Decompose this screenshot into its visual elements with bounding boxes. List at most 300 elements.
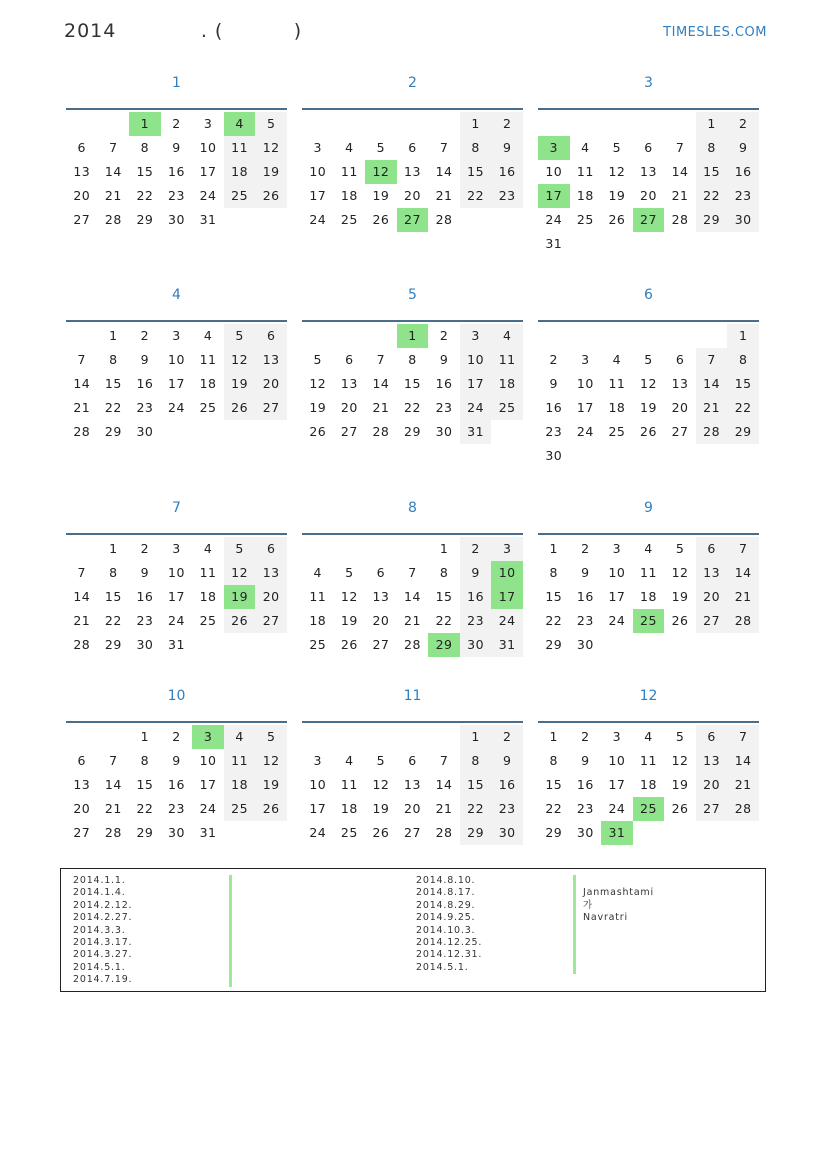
month-name: 6 — [644, 287, 653, 303]
site-logo-text[interactable]: TIMESLES.COM — [663, 25, 767, 40]
day-cell: 15 — [136, 777, 154, 792]
day-cell: 17 — [608, 589, 626, 604]
day-cell: 19 — [340, 613, 358, 628]
day-cell: 29 — [136, 212, 154, 227]
day-cell: 26 — [372, 212, 390, 227]
day-cell: 1 — [549, 729, 558, 744]
day-cell: 15 — [460, 773, 492, 797]
day-cell: 29 — [545, 637, 563, 652]
day-cell: 9 — [460, 561, 492, 585]
day-cell: 14 — [104, 777, 122, 792]
day-cell: 24 — [199, 801, 217, 816]
day-cell: 13 — [372, 589, 390, 604]
day-cell: 21 — [73, 613, 91, 628]
note-line: 2014.12.31. — [416, 949, 483, 961]
day-cell: 28 — [727, 609, 759, 633]
day-cell: 14 — [435, 164, 453, 179]
day-cell: 14 — [104, 164, 122, 179]
day-cell: 12 — [340, 589, 358, 604]
day-cell: 23 — [435, 400, 453, 415]
holiday-day-cell: 17 — [538, 184, 570, 208]
day-cell: 24 — [608, 613, 626, 628]
day-cell: 12 — [671, 565, 689, 580]
day-cell: 17 — [576, 400, 594, 415]
day-cell: 20 — [640, 188, 657, 203]
day-cell: 26 — [255, 797, 287, 821]
holiday-day-cell: 27 — [633, 208, 665, 232]
day-cell: 2 — [140, 541, 150, 556]
day-cell: 14 — [73, 376, 91, 391]
day-cell: 22 — [136, 801, 154, 816]
day-cell: 5 — [345, 565, 354, 580]
day-cell: 6 — [77, 753, 86, 768]
day-cell: 16 — [576, 589, 594, 604]
day-cell: 16 — [491, 773, 523, 797]
day-cell: 30 — [460, 633, 492, 657]
day-cell: 29 — [727, 420, 759, 444]
day-cell: 22 — [404, 400, 421, 415]
note-line: 2014.8.17. — [416, 887, 476, 899]
day-cell: 26 — [640, 424, 657, 439]
day-cell: 22 — [460, 184, 492, 208]
day-cell: 7 — [727, 537, 759, 561]
day-cell: 8 — [109, 565, 118, 580]
day-cell: 20 — [372, 613, 390, 628]
day-cell: 17 — [168, 376, 185, 391]
day-cell: 7 — [77, 565, 86, 580]
note-line: 2014.12.25. — [416, 936, 483, 948]
day-cell: 11 — [224, 136, 256, 160]
day-cell: 20 — [404, 188, 421, 203]
note-line: Janmashtami — [583, 887, 654, 899]
day-cell: 25 — [608, 424, 626, 439]
note-line: 2014.5.1. — [416, 961, 469, 973]
day-cell: 20 — [404, 801, 421, 816]
day-cell: 8 — [696, 136, 728, 160]
left-divider-bar — [229, 875, 232, 987]
day-cell: 24 — [460, 396, 492, 420]
day-cell: 18 — [608, 400, 626, 415]
day-cell: 22 — [136, 188, 154, 203]
note-line: 2014.1.1. — [73, 875, 126, 886]
day-cell: 30 — [168, 825, 185, 840]
day-cell: 15 — [545, 589, 563, 604]
day-cell: 31 — [460, 420, 492, 444]
day-cell: 15 — [435, 589, 453, 604]
month-divider — [66, 533, 287, 535]
day-cell: 31 — [545, 236, 563, 251]
day-cell: 1 — [549, 541, 558, 556]
holiday-day-cell: 27 — [397, 208, 429, 232]
day-cell: 12 — [309, 376, 327, 391]
day-cell: 11 — [640, 565, 657, 580]
holiday-day-cell: 29 — [428, 633, 460, 657]
day-cell: 1 — [109, 541, 118, 556]
day-cell: 21 — [671, 188, 689, 203]
day-cell: 16 — [576, 777, 594, 792]
day-cell: 19 — [372, 188, 390, 203]
day-cell: 1 — [696, 112, 728, 136]
day-cell: 3 — [460, 324, 492, 348]
day-cell: 8 — [140, 753, 150, 768]
day-cell: 23 — [136, 400, 154, 415]
day-cell: 19 — [608, 188, 626, 203]
month-divider — [302, 320, 523, 322]
day-cell: 15 — [104, 376, 122, 391]
day-cell: 26 — [671, 613, 689, 628]
day-cell: 10 — [168, 352, 185, 367]
day-cell: 15 — [727, 372, 759, 396]
day-cell: 7 — [675, 140, 685, 155]
day-cell: 21 — [104, 188, 122, 203]
holiday-day-cell: 19 — [224, 585, 256, 609]
month-day-grid — [538, 725, 759, 869]
day-cell: 9 — [581, 565, 590, 580]
day-cell: 1 — [439, 541, 449, 556]
month-name: 3 — [644, 75, 653, 91]
day-cell: 29 — [460, 821, 492, 845]
day-cell: 20 — [255, 585, 287, 609]
day-cell: 13 — [640, 164, 657, 179]
day-cell: 11 — [224, 749, 256, 773]
day-cell: 5 — [224, 537, 256, 561]
day-cell: 4 — [581, 140, 590, 155]
month-day-grid — [66, 725, 287, 869]
day-cell: 27 — [372, 637, 390, 652]
day-cell: 2 — [439, 328, 449, 343]
day-cell: 3 — [612, 729, 622, 744]
day-cell: 27 — [73, 825, 91, 840]
day-cell: 30 — [168, 212, 185, 227]
note-line: Navratri — [583, 912, 628, 924]
day-cell: 4 — [644, 729, 653, 744]
note-line: 2014.3.17. — [73, 936, 133, 948]
day-cell: 10 — [309, 777, 327, 792]
day-cell: 8 — [549, 565, 558, 580]
day-cell: 9 — [172, 753, 181, 768]
month-day-grid — [302, 324, 523, 468]
day-cell: 22 — [435, 613, 453, 628]
day-cell: 24 — [168, 613, 185, 628]
day-cell: 13 — [255, 348, 287, 372]
month-name: 9 — [644, 500, 653, 516]
day-cell: 20 — [696, 773, 728, 797]
day-cell: 5 — [224, 324, 256, 348]
day-cell: 9 — [491, 749, 523, 773]
month-day-grid — [66, 112, 287, 256]
day-cell: 11 — [608, 376, 626, 391]
month-divider — [66, 721, 287, 723]
day-cell: 14 — [696, 372, 728, 396]
day-cell: 17 — [168, 589, 185, 604]
day-cell: 25 — [340, 825, 358, 840]
day-cell: 16 — [136, 589, 154, 604]
day-cell: 13 — [404, 164, 421, 179]
day-cell: 18 — [340, 801, 358, 816]
note-line: 2014.9.25. — [416, 912, 476, 924]
month-divider — [302, 533, 523, 535]
month-name: 11 — [403, 688, 422, 704]
day-cell: 27 — [73, 212, 91, 227]
day-cell: 21 — [104, 801, 122, 816]
day-cell: 28 — [73, 424, 91, 439]
day-cell: 7 — [376, 352, 386, 367]
month-divider — [302, 108, 523, 110]
day-cell: 6 — [644, 140, 653, 155]
day-cell: 5 — [255, 112, 287, 136]
day-cell: 23 — [545, 424, 563, 439]
day-cell: 19 — [671, 777, 689, 792]
day-cell: 24 — [576, 424, 594, 439]
day-cell: 21 — [727, 585, 759, 609]
month-name: 8 — [408, 500, 417, 516]
month-divider — [538, 108, 759, 110]
note-line: 2014.10.3. — [416, 924, 476, 936]
day-cell: 19 — [255, 160, 287, 184]
day-cell: 4 — [491, 324, 523, 348]
day-cell: 2 — [172, 729, 181, 744]
day-cell: 26 — [372, 825, 390, 840]
day-cell: 7 — [408, 565, 417, 580]
day-cell: 22 — [696, 184, 728, 208]
month-divider — [538, 721, 759, 723]
day-cell: 18 — [640, 589, 657, 604]
day-cell: 18 — [224, 773, 256, 797]
day-cell: 17 — [460, 372, 492, 396]
day-cell: 24 — [309, 825, 327, 840]
note-line — [583, 875, 654, 887]
day-cell: 6 — [408, 140, 417, 155]
day-cell: 2 — [727, 112, 759, 136]
day-cell: 2 — [140, 328, 150, 343]
day-cell: 21 — [727, 773, 759, 797]
month-day-grid — [302, 725, 523, 869]
day-cell: 4 — [345, 140, 354, 155]
day-cell: 27 — [255, 396, 287, 420]
day-cell: 22 — [104, 400, 122, 415]
day-cell: 16 — [460, 585, 492, 609]
day-cell: 17 — [608, 777, 626, 792]
day-cell: 21 — [696, 396, 728, 420]
day-cell: 27 — [404, 825, 421, 840]
day-cell: 25 — [224, 797, 256, 821]
day-cell: 21 — [435, 801, 453, 816]
holiday-day-cell: 4 — [224, 112, 256, 136]
holiday-day-cell: 31 — [601, 821, 633, 845]
day-cell: 23 — [168, 188, 185, 203]
day-cell: 4 — [612, 352, 622, 367]
note-line: 2014.1.4. — [73, 887, 126, 899]
day-cell: 18 — [199, 589, 217, 604]
day-cell: 20 — [671, 400, 689, 415]
note-line — [583, 937, 654, 949]
note-line: 2014.3.3. — [73, 924, 126, 936]
day-cell: 17 — [309, 188, 327, 203]
day-cell: 5 — [255, 725, 287, 749]
day-cell: 13 — [696, 749, 728, 773]
holiday-day-cell: 3 — [538, 136, 570, 160]
day-cell: 3 — [203, 116, 213, 131]
day-cell: 20 — [340, 400, 358, 415]
day-cell: 2 — [491, 112, 523, 136]
note-line: 2014.8.10. — [416, 875, 476, 886]
day-cell: 11 — [309, 589, 327, 604]
day-cell: 6 — [255, 537, 287, 561]
holiday-day-cell: 1 — [129, 112, 161, 136]
day-cell: 3 — [581, 352, 590, 367]
day-cell: 1 — [109, 328, 118, 343]
day-cell: 25 — [199, 613, 217, 628]
holiday-day-cell: 12 — [365, 160, 397, 184]
day-cell: 3 — [172, 541, 181, 556]
month-day-grid — [302, 537, 523, 681]
note-line: 가 — [583, 899, 593, 911]
month-name: 7 — [172, 500, 181, 516]
day-cell: 24 — [545, 212, 563, 227]
day-cell: 13 — [696, 561, 728, 585]
holiday-day-cell: 3 — [192, 725, 224, 749]
day-cell: 28 — [435, 825, 453, 840]
day-cell: 16 — [168, 164, 185, 179]
day-cell: 9 — [439, 352, 449, 367]
day-cell: 25 — [224, 184, 256, 208]
day-cell: 28 — [435, 212, 453, 227]
day-cell: 1 — [727, 324, 759, 348]
note-line: 2014.7.19. — [73, 974, 133, 986]
day-cell: 10 — [460, 348, 492, 372]
day-cell: 4 — [224, 725, 256, 749]
day-cell: 2 — [460, 537, 492, 561]
note-line: 2014.8.29. — [416, 899, 476, 911]
day-cell: 25 — [199, 400, 217, 415]
day-cell: 26 — [340, 637, 358, 652]
note-line: 2014.2.12. — [73, 899, 133, 911]
day-cell: 9 — [491, 136, 523, 160]
day-cell: 6 — [255, 324, 287, 348]
day-cell: 17 — [199, 777, 217, 792]
day-cell: 19 — [255, 773, 287, 797]
day-cell: 19 — [309, 400, 327, 415]
day-cell: 18 — [199, 376, 217, 391]
day-cell: 9 — [727, 136, 759, 160]
day-cell: 5 — [675, 541, 685, 556]
month-day-grid — [538, 112, 759, 256]
day-cell: 16 — [168, 777, 185, 792]
day-cell: 8 — [460, 749, 492, 773]
day-cell: 29 — [696, 208, 728, 232]
day-cell: 9 — [140, 352, 150, 367]
day-cell: 1 — [460, 112, 492, 136]
note-line — [583, 949, 654, 961]
day-cell: 15 — [104, 589, 122, 604]
day-cell: 16 — [136, 376, 154, 391]
day-cell: 20 — [73, 188, 91, 203]
day-cell: 31 — [199, 825, 217, 840]
day-cell: 6 — [675, 352, 685, 367]
day-cell: 24 — [491, 609, 523, 633]
month-name: 2 — [408, 75, 417, 91]
month-name: 1 — [172, 75, 181, 91]
day-cell: 9 — [140, 565, 150, 580]
day-cell: 25 — [491, 396, 523, 420]
right-divider-bar — [573, 875, 576, 974]
day-cell: 31 — [168, 637, 185, 652]
day-cell: 3 — [491, 537, 523, 561]
day-cell: 27 — [340, 424, 358, 439]
day-cell: 12 — [640, 376, 657, 391]
note-line: 2014.5.1. — [73, 961, 126, 973]
day-cell: 23 — [491, 184, 523, 208]
day-cell: 13 — [340, 376, 358, 391]
month-divider — [538, 533, 759, 535]
day-cell: 22 — [545, 801, 563, 816]
month-day-grid — [538, 324, 759, 468]
day-cell: 28 — [696, 420, 728, 444]
day-cell: 11 — [199, 565, 217, 580]
note-line: 2014.2.27. — [73, 912, 133, 924]
day-cell: 18 — [309, 613, 327, 628]
day-cell: 12 — [224, 348, 256, 372]
day-cell: 6 — [77, 140, 86, 155]
right-dates-column — [416, 875, 482, 974]
day-cell: 5 — [612, 140, 622, 155]
day-cell: 9 — [581, 753, 590, 768]
day-cell: 13 — [255, 561, 287, 585]
day-cell: 1 — [460, 725, 492, 749]
month-name: 4 — [172, 287, 181, 303]
day-cell: 13 — [404, 777, 421, 792]
day-cell: 10 — [576, 376, 594, 391]
day-cell: 28 — [671, 212, 689, 227]
day-cell: 12 — [255, 136, 287, 160]
page-title: 2014 . ( ) — [64, 20, 303, 42]
holiday-day-cell: 17 — [491, 585, 523, 609]
day-cell: 8 — [727, 348, 759, 372]
day-cell: 8 — [549, 753, 558, 768]
day-cell: 3 — [313, 753, 322, 768]
holiday-notes-box — [60, 868, 766, 992]
day-cell: 14 — [727, 561, 759, 585]
day-cell: 29 — [136, 825, 154, 840]
day-cell: 6 — [696, 725, 728, 749]
day-cell: 5 — [376, 140, 386, 155]
day-cell: 26 — [608, 212, 626, 227]
month-day-grid — [302, 112, 523, 256]
day-cell: 24 — [168, 400, 185, 415]
day-cell: 6 — [376, 565, 386, 580]
day-cell: 4 — [203, 328, 213, 343]
day-cell: 16 — [545, 400, 563, 415]
day-cell: 21 — [435, 188, 453, 203]
month-divider — [66, 108, 287, 110]
day-cell: 22 — [460, 797, 492, 821]
day-cell: 16 — [727, 160, 759, 184]
day-cell: 1 — [140, 729, 150, 744]
day-cell: 18 — [576, 188, 594, 203]
day-cell: 10 — [199, 753, 217, 768]
day-cell: 20 — [73, 801, 91, 816]
day-cell: 13 — [73, 777, 91, 792]
day-cell: 15 — [696, 160, 728, 184]
day-cell: 5 — [675, 729, 685, 744]
day-cell: 26 — [224, 609, 256, 633]
day-cell: 14 — [372, 376, 390, 391]
day-cell: 14 — [727, 749, 759, 773]
note-line: 2014.3.27. — [73, 949, 133, 961]
day-cell: 3 — [313, 140, 322, 155]
day-cell: 22 — [545, 613, 563, 628]
day-cell: 23 — [136, 613, 154, 628]
